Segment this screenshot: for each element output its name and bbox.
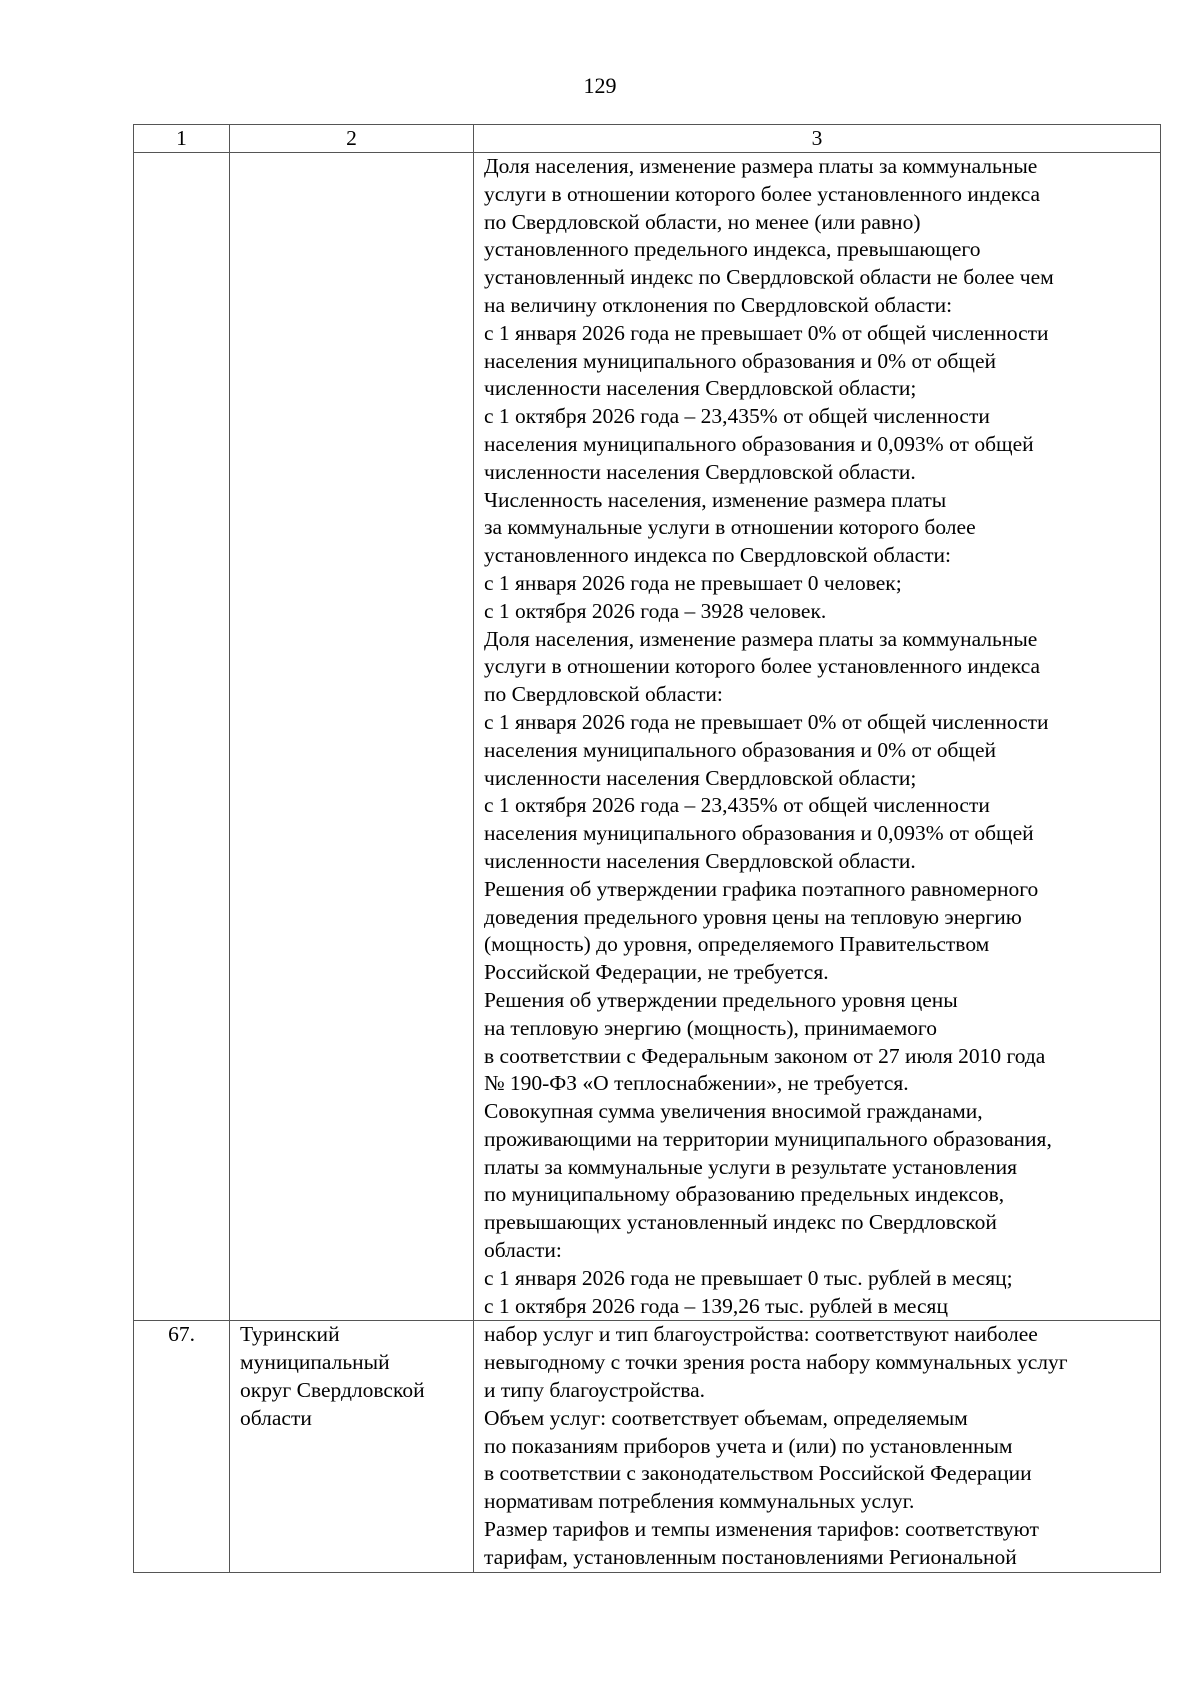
text-line: нормативам потребления коммунальных услуг. [484, 1489, 915, 1514]
text-line: численности населения Свердловской области; [484, 765, 917, 790]
table-row [134, 153, 1161, 1321]
text-line: в соответствии с Федеральным законом от 27 июля 2010 года [484, 1043, 1046, 1068]
text-line: доведения предельного уровня цены на тепловую энергию [484, 904, 1022, 929]
text-line: с 1 января 2026 года не превышает 0 тыс. рублей в месяц; [484, 1265, 1013, 1290]
text-line: Размер тарифов и темпы изменения тарифов: соответствуют [484, 1517, 1039, 1542]
text-line: населения муниципального образования и 0,093% от общей [484, 821, 1034, 846]
text-line: населения муниципального образования и 0% от общей [484, 737, 996, 762]
text-line: превышающих установленный индекс по Свердловской [484, 1210, 997, 1235]
table-row [134, 1321, 1161, 1572]
text-line: невыгодному с точки зрения роста набору коммунальных услуг [484, 1350, 1068, 1375]
row-number-cell: 67. [134, 1321, 230, 1572]
indicator-text-cell [474, 153, 1161, 1321]
text-line: Решения об утверждении графика поэтапного равномерного [484, 876, 1039, 901]
municipality-name-line: области [240, 1405, 312, 1430]
text-line: платы за коммунальные услуги в результате установления [484, 1154, 1018, 1179]
text-line: Объем услуг: соответствует объемам, определяемым [484, 1405, 968, 1430]
column-header-3: 3 [474, 125, 1161, 153]
indicator-text-cell [474, 1321, 1161, 1572]
text-line: установленного предельного индекса, превышающего [484, 237, 981, 262]
text-line: области: [484, 1238, 562, 1263]
row-number-cell [134, 153, 230, 1321]
text-line: численности населения Свердловской области. [484, 848, 916, 873]
text-line: № 190-ФЗ «О теплоснабжении», не требуется. [484, 1071, 909, 1096]
page-number: 129 [583, 73, 617, 98]
text-line: с 1 января 2026 года не превышает 0% от общей численности [484, 709, 1049, 734]
text-line: в соответствии с законодательством Российской Федерации [484, 1461, 1032, 1486]
text-line: с 1 октября 2026 года – 3928 человек. [484, 598, 827, 623]
text-line: по муниципальному образованию предельных индексов, [484, 1182, 1005, 1207]
text-line: Решения об утверждении предельного уровня цены [484, 987, 958, 1012]
text-line: на тепловую энергию (мощность), принимаемого [484, 1015, 937, 1040]
text-line: с 1 октября 2026 года – 23,435% от общей численности [484, 404, 990, 429]
text-line: Численность населения, изменение размера платы [484, 487, 947, 512]
text-line: Доля населения, изменение размера платы за коммунальные [484, 154, 1038, 178]
table-header-row [134, 125, 1161, 153]
text-line: численности населения Свердловской области; [484, 376, 917, 401]
municipality-name-line: Туринский [240, 1322, 340, 1347]
text-line: за коммунальные услуги в отношении которого более [484, 515, 976, 540]
text-line: численности населения Свердловской области. [484, 459, 916, 484]
text-line: по Свердловской области: [484, 682, 723, 707]
column-header-1: 1 [134, 125, 230, 153]
text-line: на величину отклонения по Свердловской области: [484, 292, 953, 317]
text-line: Совокупная сумма увеличения вносимой гражданами, [484, 1099, 983, 1124]
text-line: Российской Федерации, не требуется. [484, 960, 829, 985]
text-line: с 1 января 2026 года не превышает 0 человек; [484, 570, 902, 595]
text-line: с 1 октября 2026 года – 23,435% от общей численности [484, 793, 990, 818]
column-header-2: 2 [230, 125, 474, 153]
text-line: установленного индекса по Свердловской области: [484, 543, 952, 568]
text-line: по Свердловской области, но менее (или равно) [484, 209, 921, 234]
municipality-name-line: округ Свердловской [240, 1378, 425, 1403]
municipality-name-cell [230, 1321, 474, 1572]
text-line: услуги в отношении которого более установленного индекса [484, 181, 1041, 206]
text-line: тарифам, установленным постановлениями Региональной [484, 1544, 1017, 1569]
text-line: Доля населения, изменение размера платы за коммунальные [484, 626, 1038, 651]
text-line: по показаниям приборов учета и (или) по установленным [484, 1433, 1013, 1458]
municipality-name-line: муниципальный [240, 1350, 390, 1375]
text-line: установленный индекс по Свердловской области не более чем [484, 265, 1054, 290]
text-line: проживающими на территории муниципального образования, [484, 1126, 1052, 1151]
text-line: с 1 октября 2026 года – 139,26 тыс. рублей в месяц [484, 1293, 948, 1318]
text-line: набор услуг и тип благоустройства: соответствуют наиболее [484, 1322, 1038, 1347]
document-table [133, 124, 1161, 1573]
text-line: населения муниципального образования и 0% от общей [484, 348, 996, 373]
municipality-name-cell [230, 153, 474, 1321]
text-line: услуги в отношении которого более установленного индекса [484, 654, 1041, 679]
text-line: (мощность) до уровня, определяемого Правительством [484, 932, 990, 957]
text-line: и типу благоустройства. [484, 1378, 705, 1403]
text-line: населения муниципального образования и 0,093% от общей [484, 431, 1034, 456]
text-line: с 1 января 2026 года не превышает 0% от общей численности [484, 320, 1049, 345]
